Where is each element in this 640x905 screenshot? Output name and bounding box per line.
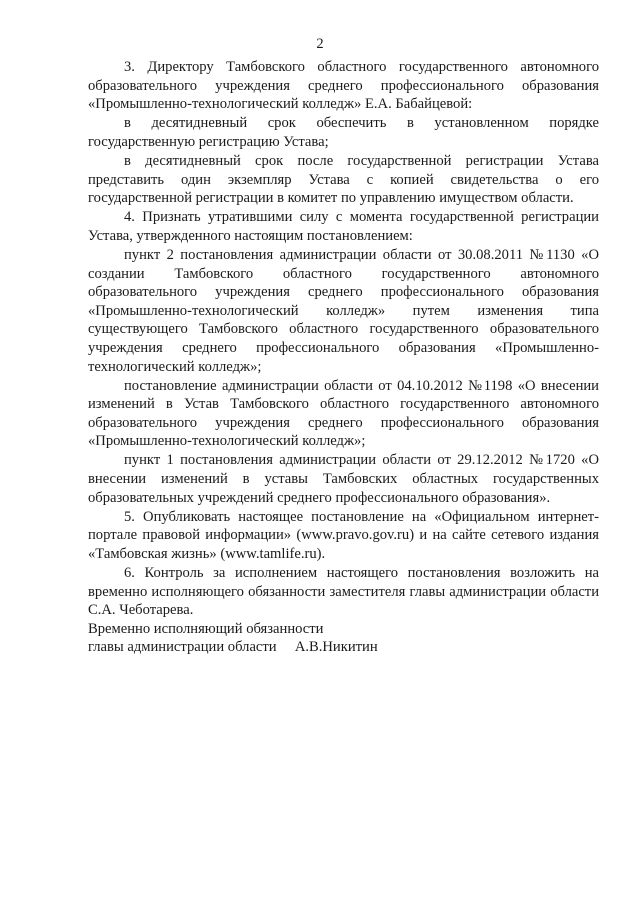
paragraph-3-registration: в десятидневный срок обеспечить в установленном порядке государственную регистрацию Устава; bbox=[88, 115, 599, 150]
document-body bbox=[88, 58, 599, 620]
paragraph-5: 5. Опубликовать настоящее постановление на «Официальном интернет-портале правовой информации» (www.pravo.gov.ru) и на сайте сетевого издания «Тамбовская жизнь» (www.tamlife.ru). bbox=[88, 508, 599, 562]
paragraph-6: 6. Контроль за исполнением настоящего постановления возложить на временно исполняющего обязанности заместителя главы администрации области С.А. Чеботарева. bbox=[88, 565, 599, 619]
paragraph-3: 3. Директору Тамбовского областного государственного автономного образовательного учреждения среднего профессионального образования «Промышленно-технологический колледж» Е.А. Бабайцевой: bbox=[88, 59, 599, 113]
paragraph-4-item-1198: постановление администрации области от 04.10.2012 №1198 «О внесении изменений в Устав Тамбовского областного государственного автономного образовательного учреждения среднего профессионального образования «Промышленно-технологический колледж»; bbox=[88, 377, 599, 450]
paragraph-4-item-1720: пункт 1 постановления администрации области от 29.12.2012 №1720 «О внесении изменений в уставы Тамбовских областных государственных образовательных учреждений среднего профессионального образования». bbox=[88, 452, 599, 506]
paragraph-4-item-1130: пункт 2 постановления администрации области от 30.08.2011 №1130 «О создании Тамбовского областного государственного автономного образовательного учреждения среднего профессионального образования «Промышленно-технологический колледж» путем изменения типа существующего Тамбовского областного государственного образовательного учреждения среднего профессионального образования «Промышленно-технологический колледж»; bbox=[88, 246, 599, 375]
paragraph-4: 4. Признать утратившими силу с момента государственной регистрации Устава, утвержденного настоящим постановлением: bbox=[88, 209, 599, 244]
signature-name: главы администрации области А.В.Никитин bbox=[88, 639, 378, 655]
paragraph-3-submission: в десятидневный срок после государственной регистрации Устава представить один экземпляр Устава с копией свидетельства о его государственной регистрации в комитет по управлению имуществом области. bbox=[88, 152, 599, 207]
signature-title: Временно исполняющий обязанности bbox=[88, 621, 324, 637]
signature-block bbox=[88, 620, 508, 656]
page-number: 2 bbox=[316, 36, 324, 52]
